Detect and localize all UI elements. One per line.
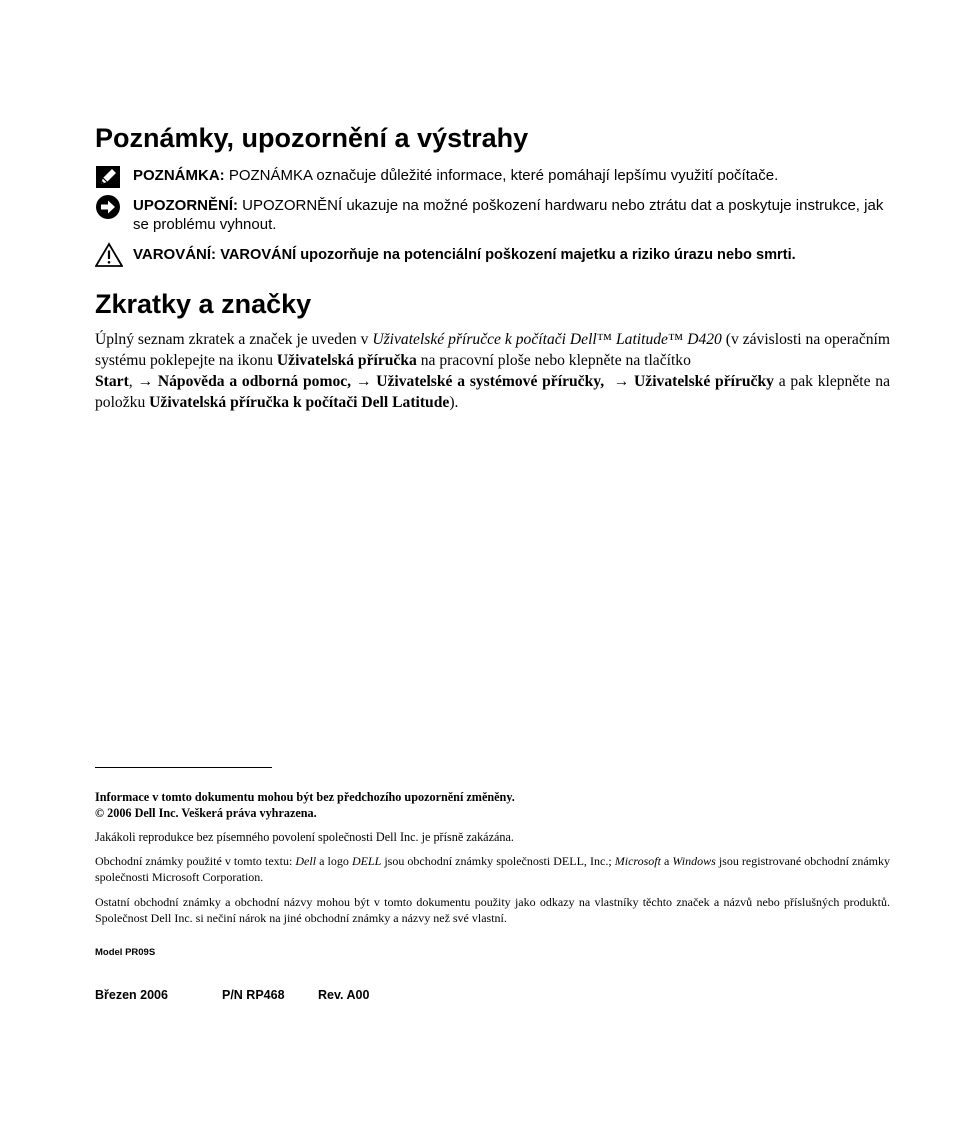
guide-title: Uživatelské příručce k počítači Dell [372,331,597,348]
tm-dell-logo: DELL [351,854,382,868]
footer-rule [95,767,272,768]
tm-text-e: jsou registrované obchodní známky společnosti Microsoft Corporation. [95,854,891,884]
notices-heading: Poznámky, upozornění a výstrahy [95,123,529,153]
abbrev-paragraph [95,329,890,413]
start-button-name: Start [95,373,129,390]
tm-text-d: a [660,854,673,868]
warning-label: VAROVÁNÍ: [133,246,217,263]
abbrev-text-2: (v závislosti na operačním systému poklepejte na ikonu [95,331,890,369]
arrow-icon: → [613,373,630,390]
tm-windows: Windows [672,854,716,868]
model-name: D420 [687,331,722,348]
copyright-line: © 2006 Dell Inc. Veškerá práva vyhrazena. [95,806,317,820]
other-trademarks-notice: Ostatní obchodní známky a obchodní názvy mohou být v tomto dokumentu použity jako odkazy na vlastníky těchto značek a názvů nebo příslušných produktů. Společnost Dell Inc. si nečiní nárok na jiné obchodní známky a názvy než své vlastní. [95,895,890,925]
arrow-icon: → [137,373,154,390]
tm-dell: Dell [295,854,317,868]
tm-text-c: jsou obchodní známky společnosti DELL, Inc.; [381,854,615,868]
dell-guide-name: Uživatelská příručka k počítači Dell Latitude [149,394,450,411]
trademark-notice [95,853,890,885]
revision: Rev. A00 [318,988,370,1002]
user-guide-icon-name: Uživatelská příručka [276,352,417,369]
note-label: POZNÁMKA: [133,167,225,184]
caution-arrow-icon [95,194,121,225]
part-number: P/N RP468 [222,988,285,1002]
abbrev-heading: Zkratky a značky [95,289,312,319]
tm-text-a: Obchodní známky použité v tomto textu: [95,854,296,868]
abbrev-text-4: a pak klepněte na položku [95,373,891,411]
pencil-note-icon [95,165,121,194]
user-guides-name: Uživatelské příručky [634,373,774,390]
tm-microsoft: Microsoft [614,854,661,868]
caution-notice [95,194,895,236]
note-notice [95,165,895,187]
caution-text: UPOZORNĚNÍ ukazuje na možné poškození hardwaru nebo ztrátu dat a poskytuje instrukce, jak se problému vyhnout. [133,197,884,233]
tm-mark: ™ [596,331,616,348]
tm-mark: ™ [667,331,688,348]
model-number: Model PR09S [95,947,156,958]
abbrev-text-1: Úplný seznam zkratek a značek je uveden v [95,331,373,348]
warning-text: VAROVÁNÍ upozorňuje na potenciální poškození majetku a riziko úrazu nebo smrti. [220,247,796,263]
latitude-name: Latitude [616,331,668,348]
abbrev-text-5: ). [449,394,459,411]
change-notice: Informace v tomto dokumentu mohou být bez předchozího upozornění změněny. [95,790,515,804]
tm-text-b: a logo [316,854,352,868]
warning-notice [95,242,895,268]
abbrev-text-3: na pracovní ploše nebo klepněte na tlačítko [416,352,691,369]
print-date: Březen 2006 [95,988,168,1002]
arrow-icon: → [355,373,372,390]
warning-triangle-icon [95,242,123,273]
system-guides-name: Uživatelské a systémové příručky, [376,373,605,390]
caution-label: UPOZORNĚNÍ: [133,197,238,214]
copyright-block [95,789,895,821]
reproduction-notice: Jakákoli reprodukce bez písemného povolení společnosti Dell Inc. je přísně zakázána. [95,830,514,844]
help-menu-name: Nápověda a odborná pomoc, [157,373,352,390]
note-text: POZNÁMKA označuje důležité informace, které pomáhají lepšímu využití počítače. [228,167,779,184]
comma: , [128,373,138,390]
